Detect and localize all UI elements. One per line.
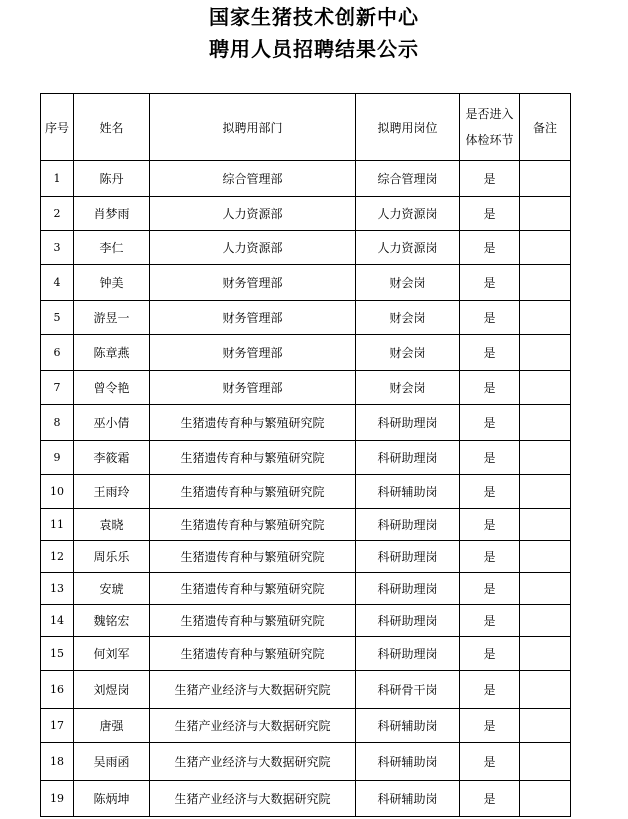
cell-remark [520, 781, 571, 817]
cell-remark [520, 231, 571, 265]
cell-name: 王雨玲 [74, 475, 150, 509]
cell-seq: 18 [41, 743, 74, 781]
table-row [41, 781, 571, 817]
table-row [41, 671, 571, 709]
table-row [41, 573, 571, 605]
recruitment-results-table [40, 93, 571, 817]
cell-dept: 生猪遗传育种与繁殖研究院 [150, 405, 356, 441]
cell-exam: 是 [460, 671, 520, 709]
cell-post: 人力资源岗 [356, 231, 460, 265]
cell-exam: 是 [460, 161, 520, 197]
cell-remark [520, 301, 571, 335]
table-row [41, 475, 571, 509]
cell-seq: 1 [41, 161, 74, 197]
cell-remark [520, 371, 571, 405]
cell-post: 财会岗 [356, 371, 460, 405]
cell-exam: 是 [460, 709, 520, 743]
cell-dept: 生猪产业经济与大数据研究院 [150, 743, 356, 781]
cell-exam: 是 [460, 231, 520, 265]
table-row [41, 231, 571, 265]
cell-name: 唐强 [74, 709, 150, 743]
cell-name: 钟美 [74, 265, 150, 301]
cell-dept: 综合管理部 [150, 161, 356, 197]
cell-post: 科研助理岗 [356, 541, 460, 573]
cell-seq: 5 [41, 301, 74, 335]
cell-name: 袁晓 [74, 509, 150, 541]
cell-exam: 是 [460, 265, 520, 301]
cell-name: 李筱霜 [74, 441, 150, 475]
cell-exam: 是 [460, 743, 520, 781]
cell-dept: 生猪遗传育种与繁殖研究院 [150, 475, 356, 509]
cell-name: 陈丹 [74, 161, 150, 197]
cell-seq: 11 [41, 509, 74, 541]
cell-post: 科研辅助岗 [356, 743, 460, 781]
cell-remark [520, 475, 571, 509]
cell-name: 陈炳坤 [74, 781, 150, 817]
header-exam-line2: 体检环节 [465, 133, 514, 147]
cell-remark [520, 197, 571, 231]
cell-name: 巫小倩 [74, 405, 150, 441]
cell-exam: 是 [460, 441, 520, 475]
cell-dept: 财务管理部 [150, 371, 356, 405]
cell-seq: 15 [41, 637, 74, 671]
table-row [41, 197, 571, 231]
table-row [41, 161, 571, 197]
cell-post: 财会岗 [356, 265, 460, 301]
cell-name: 魏铭宏 [74, 605, 150, 637]
table-row [41, 301, 571, 335]
cell-dept: 生猪遗传育种与繁殖研究院 [150, 637, 356, 671]
cell-seq: 19 [41, 781, 74, 817]
cell-post: 财会岗 [356, 335, 460, 371]
table-row [41, 509, 571, 541]
cell-name: 曾令艳 [74, 371, 150, 405]
cell-dept: 人力资源部 [150, 197, 356, 231]
cell-post: 财会岗 [356, 301, 460, 335]
cell-dept: 财务管理部 [150, 301, 356, 335]
cell-seq: 13 [41, 573, 74, 605]
cell-seq: 8 [41, 405, 74, 441]
cell-name: 肖梦雨 [74, 197, 150, 231]
cell-remark [520, 637, 571, 671]
cell-remark [520, 161, 571, 197]
cell-post: 科研辅助岗 [356, 781, 460, 817]
cell-remark [520, 509, 571, 541]
cell-post: 科研助理岗 [356, 509, 460, 541]
cell-seq: 3 [41, 231, 74, 265]
cell-remark [520, 573, 571, 605]
cell-remark [520, 405, 571, 441]
cell-name: 何刘军 [74, 637, 150, 671]
cell-dept: 财务管理部 [150, 335, 356, 371]
header-exam-line1: 是否进入 [465, 107, 514, 121]
cell-dept: 生猪产业经济与大数据研究院 [150, 709, 356, 743]
table-row [41, 541, 571, 573]
table-row [41, 405, 571, 441]
cell-dept: 生猪产业经济与大数据研究院 [150, 671, 356, 709]
cell-seq: 16 [41, 671, 74, 709]
header-remark: 备注 [520, 94, 571, 161]
cell-exam: 是 [460, 509, 520, 541]
cell-dept: 生猪遗传育种与繁殖研究院 [150, 441, 356, 475]
header-name: 姓名 [74, 94, 150, 161]
document-title: 国家生猪技术创新中心 [209, 5, 419, 29]
cell-post: 科研辅助岗 [356, 475, 460, 509]
cell-remark [520, 335, 571, 371]
cell-dept: 生猪遗传育种与繁殖研究院 [150, 605, 356, 637]
cell-exam: 是 [460, 475, 520, 509]
table-row [41, 441, 571, 475]
cell-name: 游昱一 [74, 301, 150, 335]
cell-dept: 生猪遗传育种与繁殖研究院 [150, 541, 356, 573]
cell-dept: 人力资源部 [150, 231, 356, 265]
cell-exam: 是 [460, 301, 520, 335]
cell-name: 安琥 [74, 573, 150, 605]
document-subtitle: 聘用人员招聘结果公示 [209, 37, 419, 61]
cell-exam: 是 [460, 197, 520, 231]
cell-post: 科研辅助岗 [356, 709, 460, 743]
cell-exam: 是 [460, 541, 520, 573]
table-row [41, 335, 571, 371]
cell-remark [520, 605, 571, 637]
cell-seq: 9 [41, 441, 74, 475]
cell-exam: 是 [460, 371, 520, 405]
table-header-row [41, 94, 571, 161]
table-body [41, 161, 571, 817]
cell-exam: 是 [460, 405, 520, 441]
cell-seq: 14 [41, 605, 74, 637]
cell-post: 人力资源岗 [356, 197, 460, 231]
cell-seq: 7 [41, 371, 74, 405]
table-row [41, 743, 571, 781]
cell-exam: 是 [460, 573, 520, 605]
cell-seq: 2 [41, 197, 74, 231]
cell-dept: 生猪产业经济与大数据研究院 [150, 781, 356, 817]
cell-exam: 是 [460, 335, 520, 371]
cell-post: 科研助理岗 [356, 573, 460, 605]
cell-remark [520, 709, 571, 743]
cell-seq: 12 [41, 541, 74, 573]
cell-name: 刘煜岗 [74, 671, 150, 709]
cell-name: 陈章燕 [74, 335, 150, 371]
cell-remark [520, 743, 571, 781]
table-row [41, 265, 571, 301]
cell-dept: 生猪遗传育种与繁殖研究院 [150, 509, 356, 541]
cell-seq: 17 [41, 709, 74, 743]
cell-name: 李仁 [74, 231, 150, 265]
cell-remark [520, 441, 571, 475]
cell-post: 综合管理岗 [356, 161, 460, 197]
cell-exam: 是 [460, 781, 520, 817]
cell-seq: 4 [41, 265, 74, 301]
cell-exam: 是 [460, 637, 520, 671]
table-row [41, 709, 571, 743]
cell-dept: 生猪遗传育种与繁殖研究院 [150, 573, 356, 605]
table-row [41, 371, 571, 405]
cell-post: 科研助理岗 [356, 637, 460, 671]
cell-remark [520, 541, 571, 573]
cell-name: 周乐乐 [74, 541, 150, 573]
cell-remark [520, 265, 571, 301]
header-exam [460, 94, 520, 161]
cell-seq: 10 [41, 475, 74, 509]
cell-post: 科研助理岗 [356, 405, 460, 441]
table-row [41, 637, 571, 671]
header-seq: 序号 [41, 94, 74, 161]
cell-post: 科研助理岗 [356, 605, 460, 637]
cell-seq: 6 [41, 335, 74, 371]
cell-post: 科研骨干岗 [356, 671, 460, 709]
header-post: 拟聘用岗位 [356, 94, 460, 161]
cell-dept: 财务管理部 [150, 265, 356, 301]
cell-exam: 是 [460, 605, 520, 637]
cell-name: 吴雨函 [74, 743, 150, 781]
table-row [41, 605, 571, 637]
cell-post: 科研助理岗 [356, 441, 460, 475]
header-dept: 拟聘用部门 [150, 94, 356, 161]
cell-remark [520, 671, 571, 709]
